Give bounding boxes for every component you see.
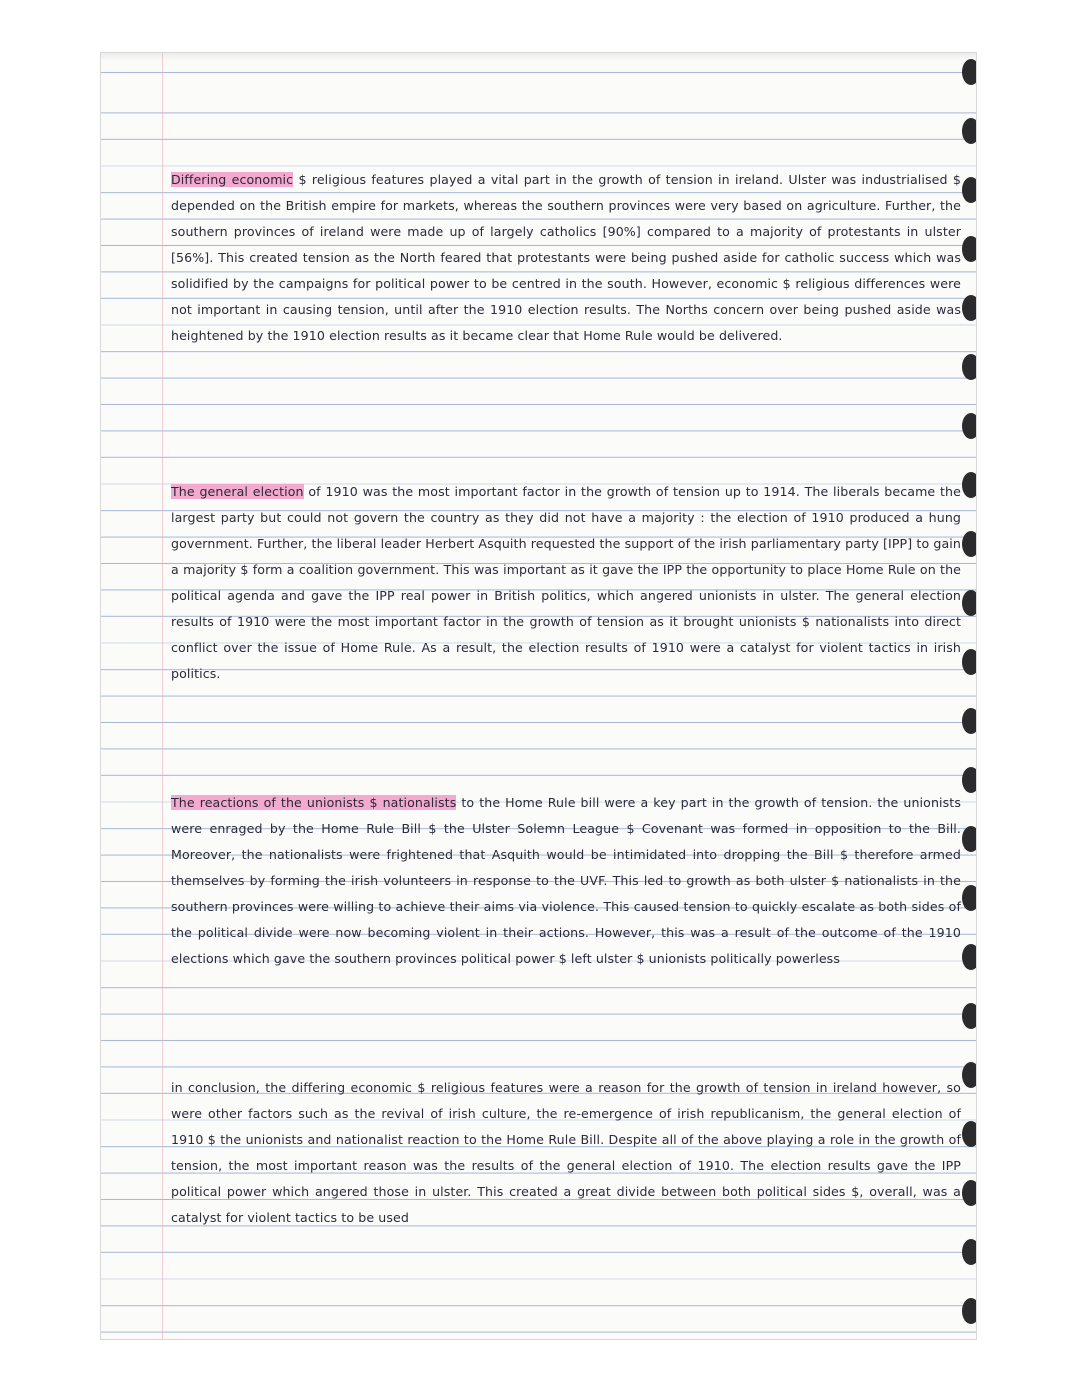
binder-hole [962,944,977,970]
binder-hole [962,472,977,498]
binder-hole [962,826,977,852]
binder-hole [962,531,977,557]
paragraph-general-election [171,479,961,687]
paragraph-text: in conclusion, the differing economic $ religious features were a reason for the growth of tension in ireland however, so were other factors such as the revival of irish culture, the re-emergence of irish republicanism, the general election of 1910 $ the unionists and nationalist reaction to the Home Rule Bill. Despite all of the above playing a role in the growth of tension, the most important reason was the results of the general election of 1910. The election results gave the IPP political power which angered those in ulster. This created a great divide between both political sides $, overall, was a catalyst for violent tactics to be used [171,1080,961,1225]
paragraph-text: $ religious features played a vital part in the growth of tension in ireland. Ulster was industrialised $ depended on the British empire for markets, whereas the southern provinces were very based on agriculture. Further, the southern provinces of ireland were made up of largely catholics [90%] compared to a majority of protestants in ulster [56%]. This created tension as the North feared that protestants were being pushed aside for catholic success which was solidified by the campaigns for political power to be centred in the south. However, economic $ religious differences were not important in causing tension, until after the 1910 election results. The Norths concern over being pushed aside was heightened by the 1910 election results as it became clear that Home Rule would be delivered. [171,172,961,343]
binder-hole [962,59,977,85]
binder-hole [962,354,977,380]
binder-hole [962,885,977,911]
binder-hole [962,177,977,203]
highlighted-heading: Differing economic [171,172,294,187]
notebook-page [100,52,977,1340]
binder-hole [962,295,977,321]
paragraph-economic-religious [171,167,961,349]
binder-hole [962,1298,977,1324]
binder-hole [962,1180,977,1206]
paragraph-reactions [171,790,961,972]
paragraph-text: of 1910 was the most important factor in the growth of tension up to 1914. The liberals became the largest party but could not govern the country as they did not have a majority : the election of 1910 produced a hung government. Further, the liberal leader Herbert Asquith requested the support of the irish parliamentary party [IPP] to gain a majority $ form a coalition government. This was important as it gave the IPP the opportunity to place Home Rule on the political agenda and gave the IPP real power in British politics, which angered unionists in ulster. The general election results of 1910 were the most important factor in the growth of tension as it brought unionists $ nationalists into direct conflict over the issue of Home Rule. As a result, the election results of 1910 were a catalyst for violent tactics in irish politics. [171,484,961,681]
binder-hole [962,1003,977,1029]
binder-holes [954,53,977,1339]
binder-hole [962,1121,977,1147]
binder-hole [962,236,977,262]
binder-hole [962,118,977,144]
paragraph-conclusion [171,1075,961,1231]
page-top-shadow [101,53,976,61]
binder-hole [962,708,977,734]
binder-hole [962,767,977,793]
margin-line [162,53,163,1339]
paragraph-text: to the Home Rule bill were a key part in the growth of tension. the unionists were enraged by the Home Rule Bill $ the Ulster Solemn League $ Covenant was formed in opposition to the Bill. Moreover, the nationalists were frightened that Asquith would be intimidated into dropping the Bill $ therefore armed themselves by forming the irish volunteers in response to the UVF. This led to growth as both ulster $ nationalists in the southern provinces were willing to achieve their aims via violence. This caused tension to quickly escalate as both sides of the political divide were now becoming violent in their actions. However, this was a result of the outcome of the 1910 elections which gave the southern provinces political power $ left ulster $ unionists politically powerless [171,795,962,966]
binder-hole [962,590,977,616]
binder-hole [962,1239,977,1265]
binder-hole [962,1062,977,1088]
binder-hole [962,649,977,675]
highlighted-heading: The reactions of the unionists $ nationalists [171,795,457,810]
highlighted-heading: The general election [171,484,304,499]
binder-hole [962,413,977,439]
